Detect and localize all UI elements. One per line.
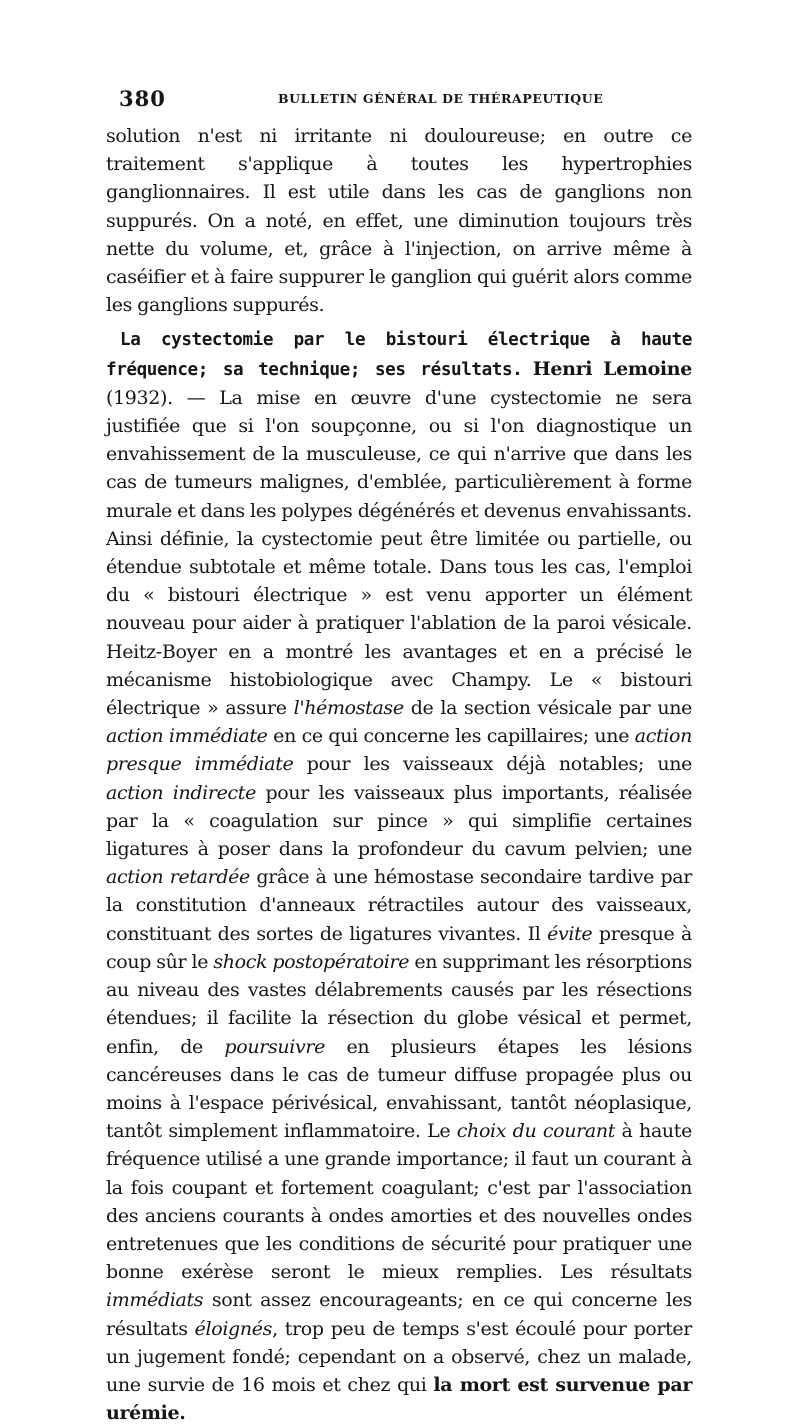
text-run: pour les vaisseaux déjà notables; une: [293, 753, 692, 776]
text-run: pour les vaisseaux plus importants, réalisée par la « coagulation sur pince » qui simplifie certaines ligatures à poser dans la profondeur du cavum pelvien; une: [106, 781, 692, 861]
running-title: BULLETIN GÉNÉRAL DE THÉRAPEUTIQUE: [278, 91, 604, 106]
text-run: presque à coup sûr le: [106, 922, 692, 973]
text-run: de la section vésicale par une: [403, 697, 693, 720]
text-run: , trop peu de temps s'est écoulé pour porter un jugement fondé; cependant on a observé, chez un malade, une survie de 16 mois et chez qui: [106, 1317, 692, 1396]
italic-phrase: éloignés: [194, 1317, 273, 1340]
article-title: La cystectomie par le bistouri électrique à haute fréquence; sa technique; ses résultats.: [106, 330, 692, 380]
text-run: — La mise en œuvre d'une cystectomie ne sera justifiée que si l'on soupçonne, ou si l'on diagnostique un envahissement de la musculeuse, ce qui n'arrive que dans les cas de tumeurs malignes, d'emblée, particulièrement à forme murale et dans les polypes dégénérés et devenus envahissants. Ainsi définie, la cystectomie peut être limitée ou partielle, ou étendue subtotale et même totale. Dans tous les cas, l'emploi du « bistouri électrique » est venu apporter un élément nouveau pour aider à pratiquer l'ablation de la paroi vésicale. Heitz-Boyer en a montré les avantages et en a précisé le mécanisme histobiologique avec Champy. Le « bistouri électrique » assure: [106, 386, 692, 720]
body-text: [106, 122, 692, 1427]
italic-phrase: évite: [547, 922, 593, 945]
text-run: grâce à une hémostase secondaire tardive par la constitution d'anneaux rétractiles autour des vaisseaux, constituant des sortes de ligatures vivantes. Il: [106, 866, 692, 945]
italic-phrase: l'hémostase: [293, 697, 404, 720]
italic-phrase: poursuivre: [224, 1035, 325, 1058]
italic-phrase: immédiats: [106, 1289, 204, 1312]
italic-phrase: choix du courant: [456, 1120, 616, 1143]
italic-phrase: shock postopératoire: [213, 950, 410, 973]
intro-paragraph: solution n'est ni irritante ni douloureuse; en outre ce traitement s'applique à toutes les hypertrophies ganglionnaires. Il est utile dans les cas de ganglions non suppurés. On a noté, en effet, une diminution toujours très nette du volume, et, grâce à l'injection, on arrive même à caséifier et à faire suppurer le ganglion qui guérit alors comme les ganglions suppurés.: [106, 125, 692, 317]
article-author: Henri Lemoine: [532, 357, 692, 380]
page-number: 380: [119, 86, 166, 111]
italic-phrase: action immédiate: [106, 725, 268, 748]
text-run: à haute fréquence utilisé a une grande importance; il faut un courant à la fois coupant et fortement coagulant; c'est par l'association des anciens courants à ondes amorties et des nouvelles ondes entretenues que les conditions de sécurité pour pratiquer une bonne exérèse seront le mieux remplies. Les résultats: [106, 1120, 692, 1284]
italic-phrase: action presque immédiate: [106, 725, 692, 776]
article-paragraph: [106, 325, 692, 1427]
text-run: en plusieurs étapes les lésions cancéreuses dans le cas de tumeur diffuse propagée plus ou moins à l'espace périvésical, envahissant, tantôt néoplasique, tantôt simplement inflammatoire. Le: [106, 1035, 692, 1143]
italic-phrase: action indirecte: [106, 781, 256, 804]
article-body: [106, 387, 692, 1396]
article-closing: la mort est survenue par urémie.: [106, 1373, 692, 1425]
text-run: en ce qui concerne les capillaires; une: [267, 725, 635, 748]
text-run: sont assez encourageants; en ce qui concerne les résultats: [106, 1289, 692, 1340]
article-year: (1932).: [106, 386, 173, 409]
italic-phrase: action retardée: [106, 866, 250, 889]
page-header: [0, 86, 800, 110]
text-run: en supprimant les résorptions au niveau des vastes délabrements causés par les résections étendues; il facilite la résection du globe vésical et permet, enfin, de: [106, 950, 692, 1058]
